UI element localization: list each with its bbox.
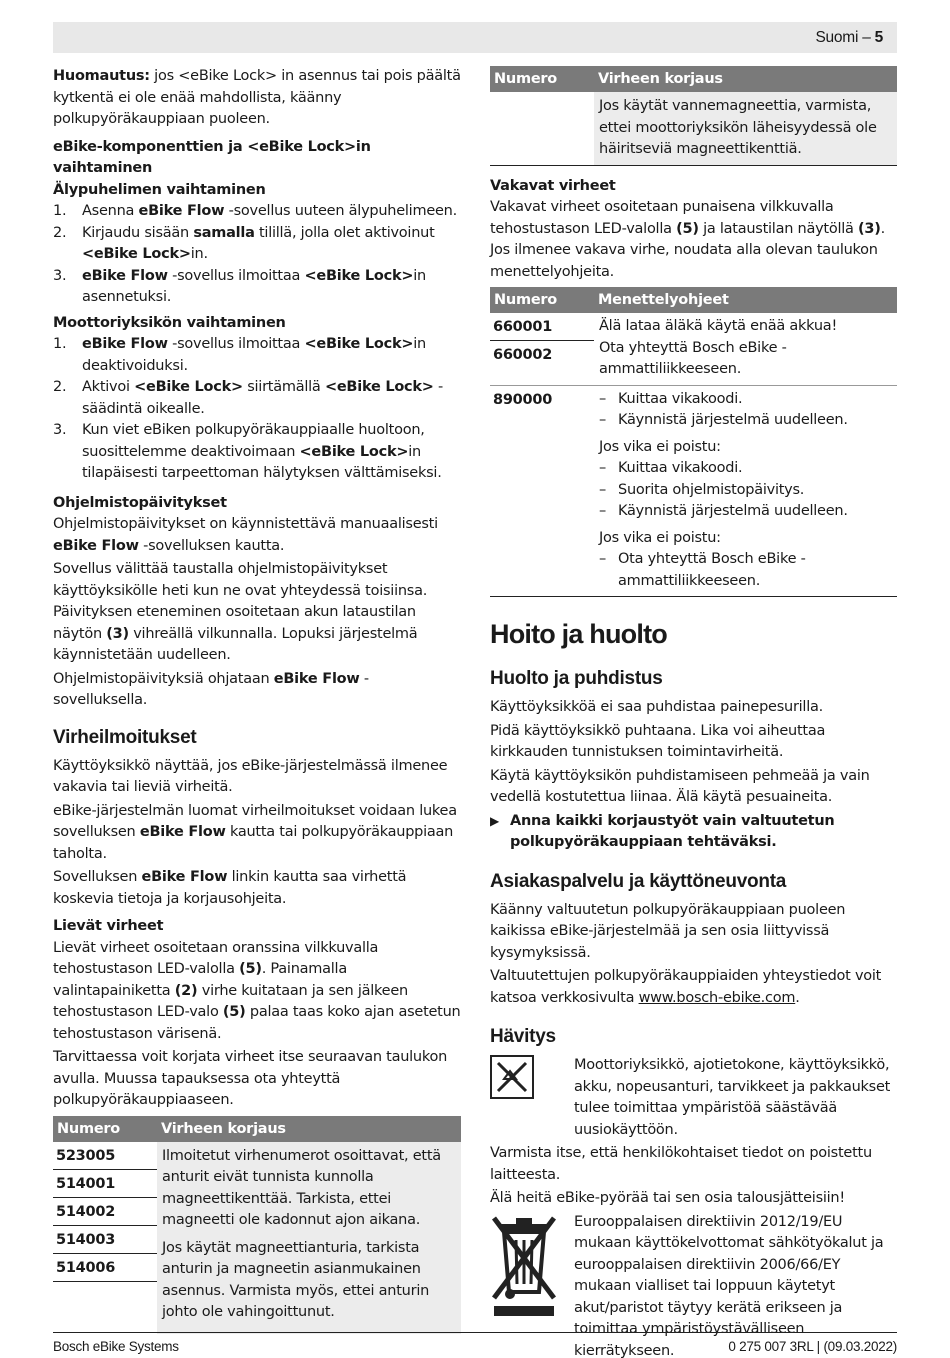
subsection-title: Älypuhelimen vaihtaminen xyxy=(53,181,266,198)
paragraph: eBike-järjestelmän luomat virheilmoitukset voidaan lukea sovelluksen eBike Flow kautta tai polkupyöräkauppiaan taholta. xyxy=(53,802,457,862)
phone-steps xyxy=(53,201,461,309)
error-code: 523005 xyxy=(53,1142,157,1170)
table-header: Numero Virheen korjaus xyxy=(490,66,897,92)
error-code: 514003 xyxy=(53,1226,157,1254)
table-cell-text: Jos vika ei poistu: xyxy=(599,529,721,546)
paragraph: Tarvittaessa voit korjata virheet itse seuraavan taulukon avulla. Muussa tapauksessa ota yhteyttä polkupyöräkauppiaaseen. xyxy=(53,1049,448,1108)
list-item: 3. Kun viet eBiken polkupyöräkauppiaalle huoltoon, suosittelemme deaktivoimaan <eBike Lock>in tilapäisesti tarpeettoman hälytyksen välttämiseksi. xyxy=(53,422,442,481)
list-item: 2. Kirjaudu sisään samalla tilillä, jolla olet aktivoinut <eBike Lock>in. xyxy=(53,224,435,262)
paragraph: Sovelluksen eBike Flow linkin kautta saa virhettä koskevia tietoja ja korjausohjeita. xyxy=(53,869,407,907)
table-cell-text: Älä lataa äläkä käytä enää akkua! xyxy=(599,318,838,334)
instruction-bullet: ▶ Anna kaikki korjaustyöt vain valtuutetun polkupyöräkauppiaan tehtäväksi. xyxy=(490,811,897,854)
list-item: 2. Aktivoi <eBike Lock> siirtämällä <eBike Lock> -säädintä oikealle. xyxy=(53,379,444,417)
page-header-bar xyxy=(53,22,897,53)
paragraph: Käyttöyksikköä ei saa puhdistaa painepesurilla. xyxy=(490,699,823,715)
subsection-title: Lievät virheet xyxy=(53,918,164,934)
recycling-icon xyxy=(490,1055,574,1141)
error-code: 660002 xyxy=(493,347,553,363)
chapter-heading: Hoito ja huolto xyxy=(490,619,667,649)
page-footer xyxy=(53,1332,897,1358)
subsection-title: Vakavat virheet xyxy=(490,177,616,194)
page-number: Suomi – 5 xyxy=(815,29,883,46)
paragraph: Eurooppalaisen direktiivin 2012/19/EU mukaan käyttökelvottomat sähkötyökalut ja eurooppalaisen direktiivin 2006/66/EY mukaan vialliset tai loppuun käytetyt akut/paristot täytyy kerätä erikseen ja toimittaa ympäristöystävälliseen kierrätykseen. xyxy=(574,1213,884,1358)
paragraph: Käyttöyksikkö näyttää, jos eBike-järjestelmässä ilmenee vakavia tai lieviä virheitä. xyxy=(53,757,448,795)
dash-list-item: – Kuittaa vikakoodi. xyxy=(599,389,892,411)
paragraph: Käänny valtuutetun polkupyöräkauppiaan puoleen kaikissa eBike-järjestelmää ja sen osia liittyvissä kysymyksissä. xyxy=(490,901,846,961)
section-heading: Asiakaspalvelu ja käyttöneuvonta xyxy=(490,870,787,892)
error-code: 890000 xyxy=(493,391,553,408)
motor-steps xyxy=(53,334,461,485)
minor-errors-table xyxy=(53,1116,461,1334)
paragraph: Ohjelmistopäivityksiä ohjataan eBike Flow -sovelluksella. xyxy=(53,670,369,708)
error-code: 514006 xyxy=(53,1254,157,1282)
right-column xyxy=(490,66,897,1358)
dash-list-item: – Käynnistä järjestelmä uudelleen. xyxy=(599,410,892,432)
section-title: eBike-komponenttien ja <eBike Lock>in vaihtaminen xyxy=(53,138,371,176)
section-heading: Hävitys xyxy=(490,1026,556,1047)
website-link[interactable]: www.bosch-ebike.com xyxy=(638,989,796,1006)
dash-list-item: – Kuittaa vikakoodi. xyxy=(599,458,892,480)
paragraph: Valtuutettujen polkupyöräkauppiaiden yhteystiedot voit katsoa verkkosivulta www.bosch-ebike.com. xyxy=(490,968,882,1006)
note: Huomautus: jos <eBike Lock> in asennus tai pois päältä kytkentä ei ole enää mahdollista, käänny polkupyöräkauppiaan puoleen. xyxy=(53,68,461,127)
table-cell-description: Jos käytät vannemagneettia, varmista, ettei moottoriyksikön läheisyydessä ole häiritseviä magneettikenttiä. xyxy=(594,92,897,165)
subsection-title: Moottoriyksikön vaihtaminen xyxy=(53,314,286,331)
section-heading: Virheilmoitukset xyxy=(53,726,197,748)
disposal-recycle xyxy=(490,1055,897,1141)
list-item: 1. eBike Flow -sovellus ilmoittaa <eBike Lock>in deaktivoiduksi. xyxy=(53,336,426,374)
severe-errors-table xyxy=(490,287,897,597)
table-header: Numero Menettelyohjeet xyxy=(490,287,897,313)
dash-list-item: – Käynnistä järjestelmä uudelleen. xyxy=(599,501,892,523)
section-heading: Huolto ja puhdistus xyxy=(490,668,663,689)
paragraph: Moottoriyksikkö, ajotietokone, käyttöyksikkö, akku, nopeusanturi, tarvikkeet ja pakkaukset tulee toimittaa ympäristöä säästävää uusiokäyttöön. xyxy=(574,1057,891,1138)
table-cell-text: Jos vika ei poistu: xyxy=(599,438,721,455)
table-cell-description: Ilmoitetut virhenumerot osoittavat, että anturit eivät tunnista kunnolla magneettikenttää. Tarkista, ettei magneetti ole kadonnut ajon aikana. Jos käytät magneettianturia, tarkista anturin ja magneetin asianmukainen asennus. Varmista myös, ettei anturin johto ole vahingoittunut. xyxy=(157,1142,461,1334)
minor-errors-table-cont xyxy=(490,66,897,166)
footer-left: Bosch eBike Systems xyxy=(53,1339,179,1354)
error-code: 660001 xyxy=(490,313,594,341)
list-item: 3. eBike Flow -sovellus ilmoittaa <eBike Lock>in asennetuksi. xyxy=(53,267,426,305)
error-codes xyxy=(53,1142,157,1334)
dash-list-item: – Suorita ohjelmistopäivitys. xyxy=(599,480,892,502)
paragraph: Älä heitä eBike-pyörää tai sen osia talousjätteisiin! xyxy=(490,1190,845,1206)
paragraph: Varmista itse, että henkilökohtaiset tiedot on poistettu laitteesta. xyxy=(490,1145,872,1183)
footer-right: 0 275 007 3RL | (09.03.2022) xyxy=(728,1339,897,1354)
table-header: Numero Virheen korjaus xyxy=(53,1116,461,1142)
dash-list-item: – Ota yhteyttä Bosch eBike -ammattiliikkeeseen. xyxy=(599,549,892,592)
paragraph: Sovellus välittää taustalla ohjelmistopäivitykset käyttöyksikölle heti kun ne ovat yhteydessä toisiinsa. Päivityksen eteneminen osoitetaan akun lataustilan näytön (3) vihreällä vilkunnalla. Lopuksi järjestelmä käynnistetään uudelleen. xyxy=(53,561,428,663)
paragraph: Lievät virheet osoitetaan oranssina vilkkuvalla tehostustason LED-valolla (5). Painamalla valintapainiketta (2) virhe kuitataan ja sen jälkeen tehostustason LED-valo (5) palaa taas koko ajan asetetun tehostustason värisenä. xyxy=(53,939,461,1042)
error-code: 514001 xyxy=(53,1170,157,1198)
paragraph: Ohjelmistopäivitykset on käynnistettävä manuaalisesti eBike Flow -sovelluksen kautta. xyxy=(53,516,438,554)
note-text: jos <eBike Lock> in asennus tai pois päältä kytkentä ei ole enää mahdollista, käänny polkupyöräkauppiaan puoleen. xyxy=(53,68,461,127)
left-column xyxy=(53,66,461,1334)
table-cell-text: Ota yhteyttä Bosch eBike -ammattiliikkeeseen. xyxy=(599,339,787,377)
paragraph: Vakavat virheet osoitetaan punaisena vilkkuvalla tehostustason LED-valolla (5) ja lataustilan näytöllä (3). Jos ilmenee vakava virhe, noudata alla olevan taulukon menettelyohjeita. xyxy=(490,199,885,280)
error-code: 514002 xyxy=(53,1198,157,1226)
paragraph: Käytä käyttöyksikön puhdistamiseen pehmeää ja vain vedellä kostutettua liinaa. Älä käytä pesuaineita. xyxy=(490,767,870,805)
paragraph: Pidä käyttöyksikkö puhtaana. Lika voi aiheuttaa kirkkauden tunnistuksen toimintavirheitä. xyxy=(490,722,826,760)
subsection-title: Ohjelmistopäivitykset xyxy=(53,494,227,511)
list-item: 1. Asenna eBike Flow -sovellus uuteen älypuhelimeen. xyxy=(53,203,457,219)
